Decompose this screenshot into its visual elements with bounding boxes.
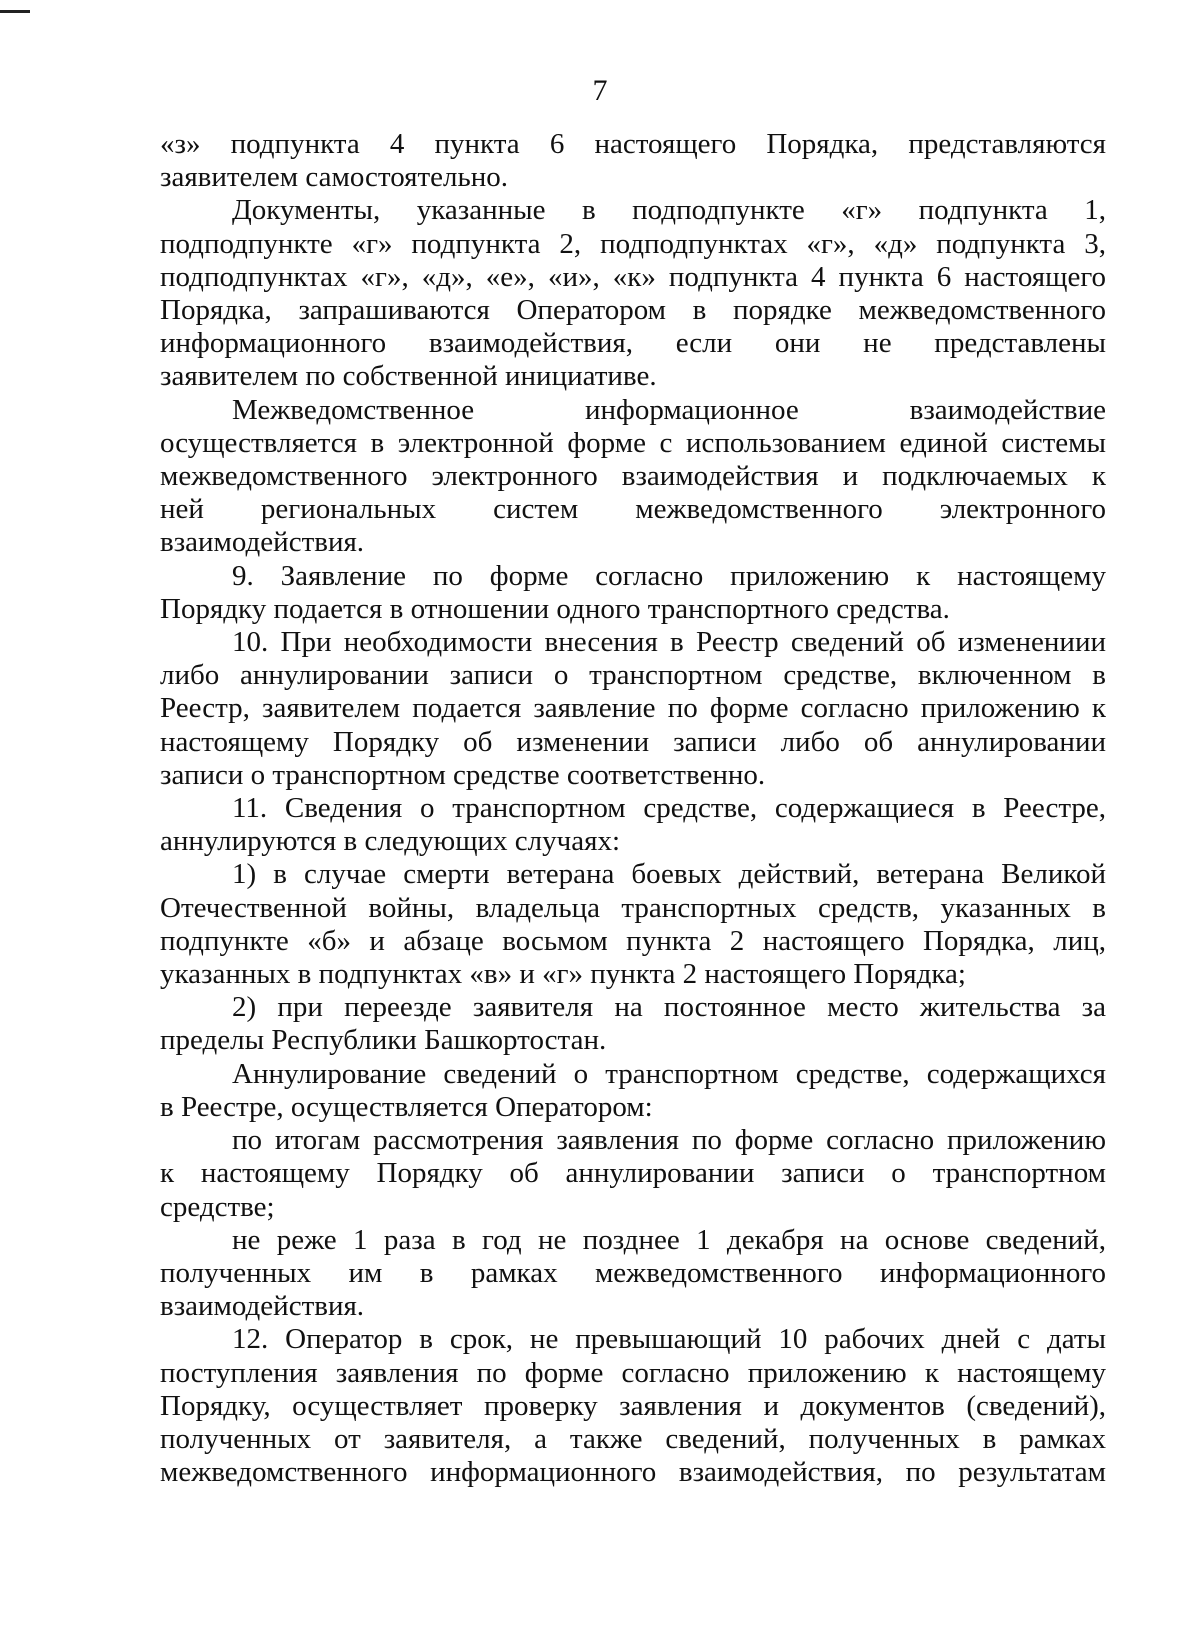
paragraph-line: аннулируются в следующих случаях: [160,825,621,858]
paragraph-line: либо аннулировании записи о транспортном средстве, включенном в [160,659,1106,692]
paragraph-line: по итогам рассмотрения заявления по форме согласно приложению [232,1124,1106,1157]
paragraph-line: «з» подпункта 4 пункта 6 настоящего Порядка, представляются [160,128,1106,160]
paragraph-line: заявителем самостоятельно. [160,161,508,194]
paragraph-line: в Реестре, осуществляется Оператором: [160,1090,653,1123]
paragraph-line: подпункте «б» и абзаце восьмом пункта 2 настоящего Порядка, лиц, [160,924,1106,957]
scan-corner-mark [0,10,30,13]
paragraph-line: полученных от заявителя, а также сведений, полученных в рамках [160,1422,1106,1455]
paragraph-line: 2) при переезде заявителя на постоянное место жительства за [232,991,1106,1024]
paragraph-line: 10. При необходимости внесения в Реестр сведений об изменениии [232,626,1106,659]
document-body [160,128,1106,1489]
paragraph-line: Порядка, запрашиваются Оператором в порядке межведомственного [160,294,1106,327]
paragraph-line: 11. Сведения о транспортном средстве, содержащиеся в Реестре, [232,792,1106,825]
paragraph-line: к настоящему Порядку об аннулировании записи о транспортном [160,1157,1106,1190]
paragraph-line: межведомственного информационного взаимодействия, по результатам [160,1456,1106,1489]
paragraph-line: Порядку, осуществляет проверку заявления и документов (сведений), [160,1389,1106,1422]
paragraph-line: взаимодействия. [160,526,365,559]
paragraph-line: 12. Оператор в срок, не превышающий 10 рабочих дней с даты [232,1323,1106,1356]
paragraph-line: Реестр, заявителем подается заявление по форме согласно приложению к [160,692,1106,725]
paragraph-line: записи о транспортном средстве соответственно. [160,758,766,791]
paragraph-line: взаимодействия. [160,1290,365,1323]
paragraph-line: информационного взаимодействия, если они не представлены [160,327,1106,360]
paragraph-line: пределы Республики Башкортостан. [160,1024,607,1057]
paragraph-line: Отечественной войны, владельца транспортных средств, указанных в [160,891,1106,924]
paragraph-line: не реже 1 раза в год не позднее 1 декабря на основе сведений, [232,1223,1106,1256]
paragraph-line: Документы, указанные в подподпункте «г» подпункта 1, [232,194,1106,227]
paragraph-line: 1) в случае смерти ветерана боевых действий, ветерана Великой [232,858,1106,891]
paragraph-line: Аннулирование сведений о транспортном средстве, содержащихся [232,1057,1106,1090]
paragraph-line: указанных в подпунктах «в» и «г» пункта 2 настоящего Порядка; [160,958,966,991]
paragraph-line: межведомственного электронного взаимодействия и подключаемых к [160,460,1106,493]
paragraph-line: средстве; [160,1190,275,1223]
paragraph-line: заявителем по собственной инициативе. [160,360,657,393]
page-number: 7 [592,74,608,107]
paragraph-line: Межведомственное информационное взаимодействие [232,393,1106,426]
paragraph-line: Порядку подается в отношении одного транспортного средства. [160,592,950,625]
paragraph-line: подподпункте «г» подпункта 2, подподпунктах «г», «д» подпункта 3, [160,227,1106,260]
paragraph-line: подподпунктах «г», «д», «е», «и», «к» подпункта 4 пункта 6 настоящего [160,260,1106,293]
paragraph-line: полученных им в рамках межведомственного информационного [160,1256,1106,1289]
paragraph-line: поступления заявления по форме согласно приложению к настоящему [160,1356,1106,1389]
paragraph-line: настоящему Порядку об изменении записи либо об аннулировании [160,725,1106,758]
paragraph-line: ней региональных систем межведомственного электронного [160,493,1106,526]
paragraph-line: 9. Заявление по форме согласно приложению к настоящему [232,559,1106,592]
paragraph-line: осуществляется в электронной форме с использованием единой системы [160,426,1106,459]
